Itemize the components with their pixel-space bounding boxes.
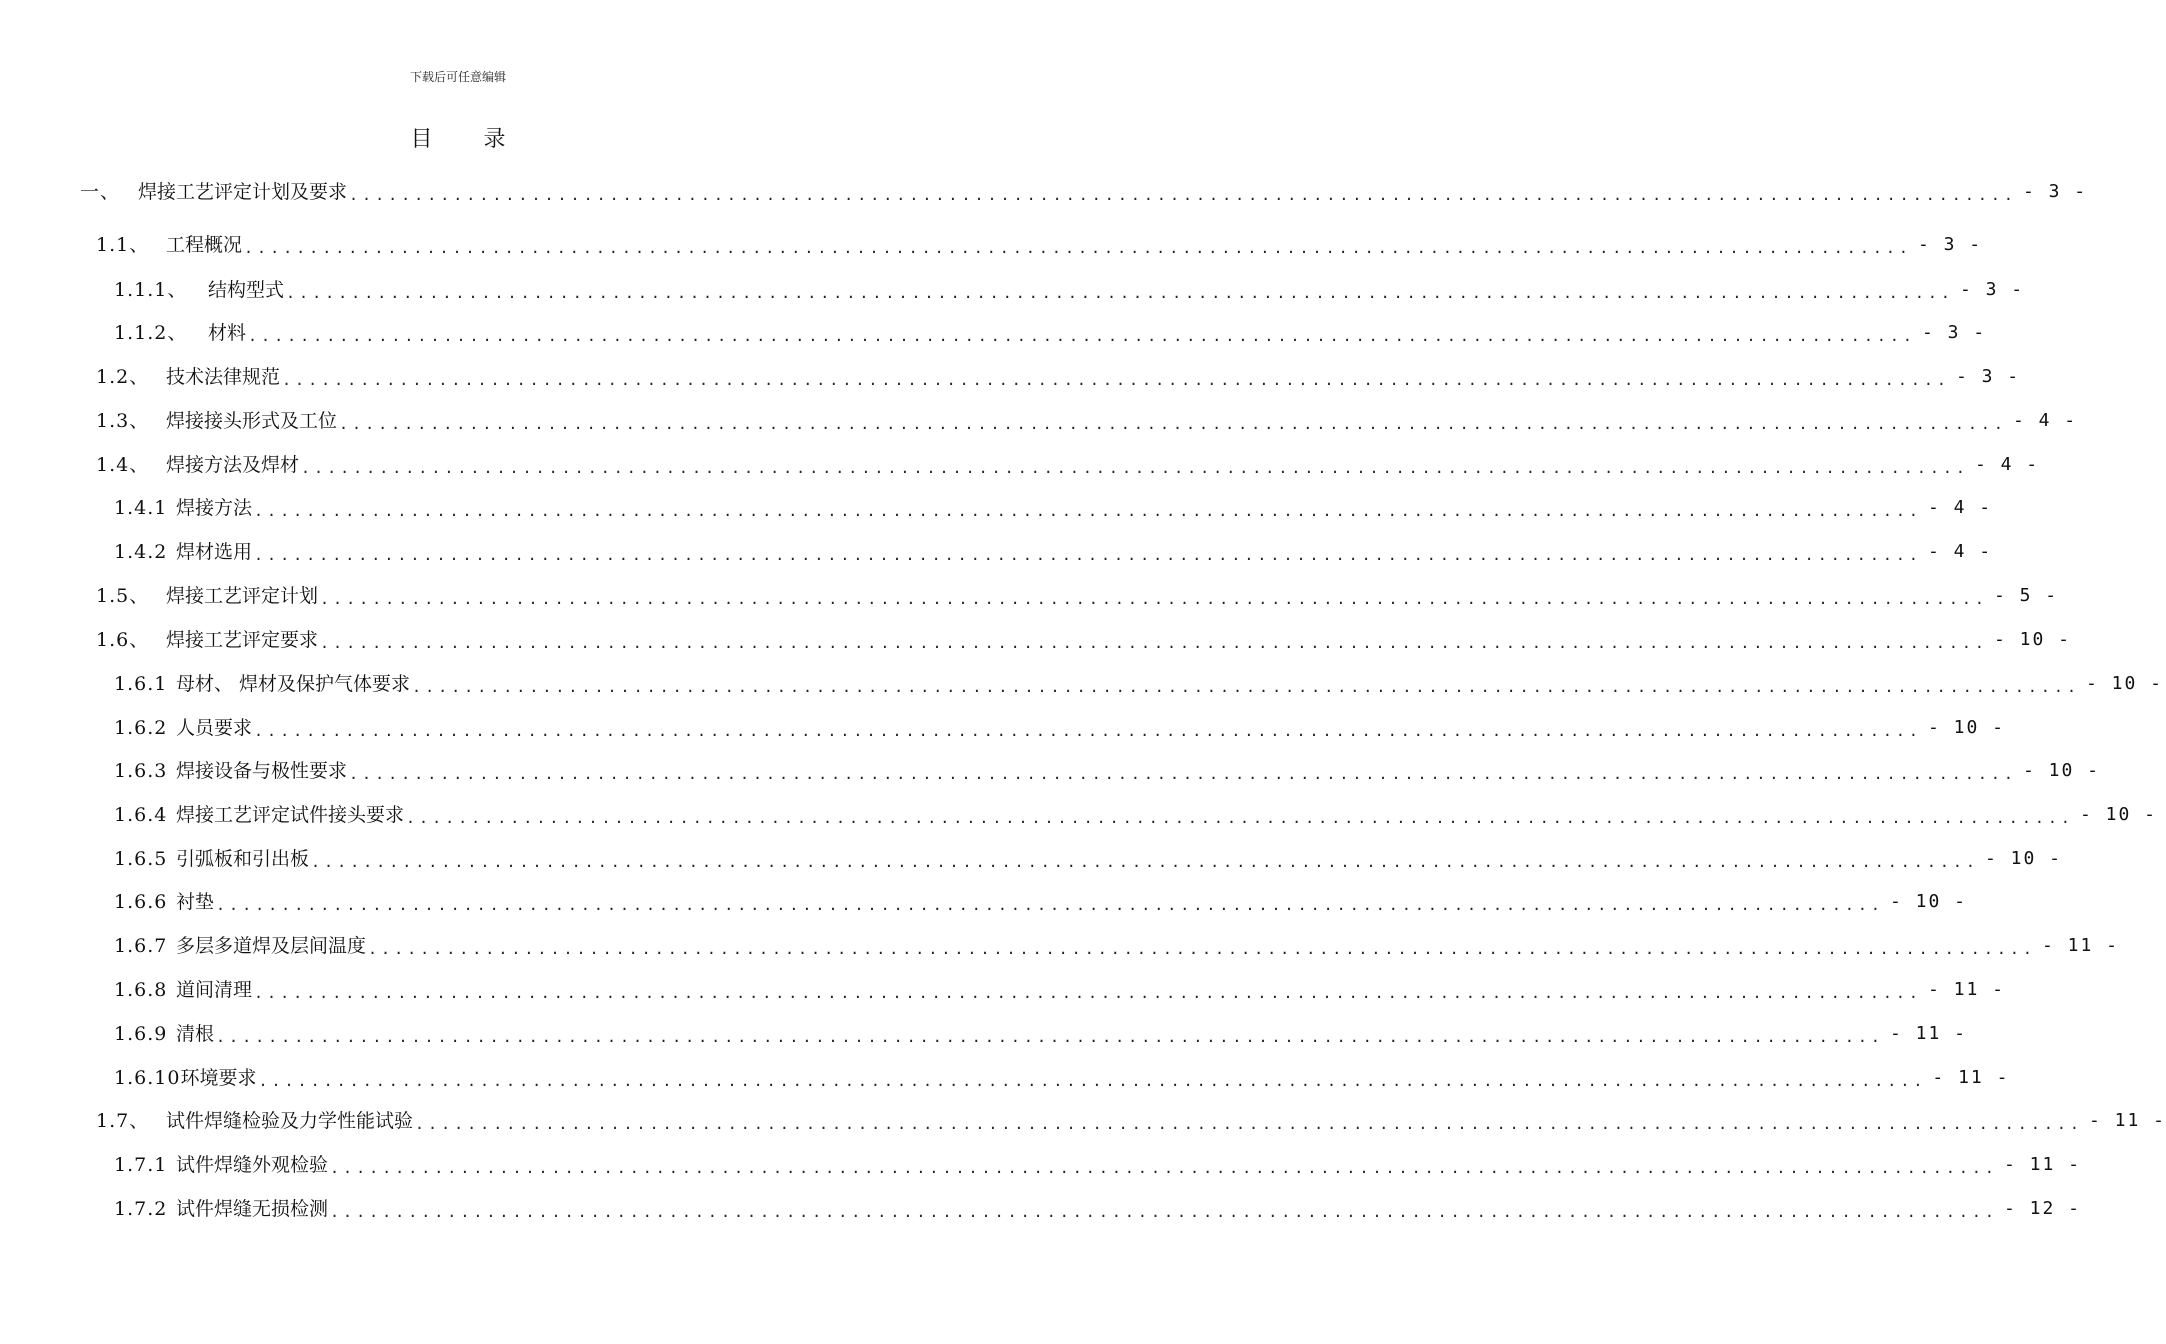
toc-entry-page: - 10 - [2022,760,2100,781]
toc-dot-leader: ................................................................................................................................ [406,809,2074,827]
toc-entry[interactable] [80,177,2088,207]
toc-entry-label: 清根 [176,1023,215,1045]
header-note: 下载后可任意编辑 [409,70,506,84]
toc-entry[interactable] [114,1063,2010,1093]
toc-entry-number: 一、 [80,181,121,203]
toc-entry-number: 1.4.1 [114,497,168,519]
toc-entry-page: - 11 - [2003,1154,2081,1175]
toc-entry-number: 1.6.10 [114,1067,181,1089]
toc-entry-label: 材料 [208,322,247,344]
toc-entry[interactable] [114,669,2164,699]
toc-entry-number: 1.6、 [96,629,150,651]
toc-entry[interactable] [114,887,1967,917]
toc-entry-label: 焊接工艺评定要求 [166,629,319,651]
toc-entry-label: 焊接工艺评定计划及要求 [138,181,348,203]
toc-entry[interactable] [114,493,1993,523]
toc-dot-leader: ................................................................................................................................ [282,371,1950,389]
toc-entry-number: 1.6.5 [114,848,168,870]
toc-dot-leader: ................................................................................................................................ [254,502,1922,520]
toc-entry-page: - 10 - [1993,629,2071,650]
toc-entry-label: 衬垫 [176,891,215,913]
toc-dot-leader: ................................................................................................................................ [248,327,1916,345]
toc-dot-leader: ................................................................................................................................ [311,853,1979,871]
toc-dot-leader: ................................................................................................................................ [216,1028,1884,1046]
toc-entry-label: 焊接方法 [176,497,253,519]
toc-entry-label: 工程概况 [166,234,243,256]
toc-dot-leader: ................................................................................................................................ [286,284,1954,302]
toc-entry-label: 结构型式 [208,279,285,301]
toc-entry-number: 1.6.1 [114,673,168,695]
toc-entry[interactable] [114,1150,2081,1180]
toc-dot-leader: ................................................................................................................................ [254,722,1922,740]
toc-entry-number: 1.7.1 [114,1154,168,1176]
toc-entry-label: 引弧板和引出板 [176,848,310,870]
toc-entry-label: 焊接设备与极性要求 [176,760,348,782]
toc-entry-label: 多层多道焊及层间温度 [176,935,367,957]
toc-dot-leader: ................................................................................................................................ [349,186,2017,204]
toc-entry-page: - 3 - [1921,322,1987,343]
toc-dot-leader: ................................................................................................................................ [412,678,2080,696]
toc-entry[interactable] [114,275,2025,305]
toc-entry[interactable] [114,537,1993,567]
toc-entry-number: 1.6.2 [114,717,168,739]
toc-entry-number: 1.1、 [96,234,150,256]
toc-entry-label: 人员要求 [176,717,253,739]
toc-title: 目 录 [410,127,528,152]
toc-entry[interactable] [96,450,2040,480]
toc-entry-number: 1.6.7 [114,935,168,957]
toc-entry-label: 环境要求 [180,1067,257,1089]
toc-dot-leader: ................................................................................................................................ [349,765,2017,783]
toc-entry[interactable] [96,406,2078,436]
toc-entry-page: - 4 - [2012,410,2078,431]
toc-dot-leader: ................................................................................................................................ [339,415,2007,433]
toc-entry[interactable] [114,713,2005,743]
toc-entry-label: 焊接工艺评定计划 [166,585,319,607]
toc-dot-leader: ................................................................................................................................ [254,984,1922,1002]
toc-entry-page: - 3 - [1955,366,2021,387]
toc-entry-number: 1.5、 [96,585,150,607]
toc-entry-label: 焊接工艺评定试件接头要求 [176,804,405,826]
toc-entry-number: 1.6.9 [114,1023,168,1045]
toc-dot-leader: ................................................................................................................................ [368,940,2036,958]
toc-entry[interactable] [114,756,2100,786]
toc-entry-page: - 3 - [2022,181,2088,202]
toc-entry-number: 1.4.2 [114,541,168,563]
toc-entry-number: 1.6.4 [114,804,168,826]
toc-entry[interactable] [114,318,1987,348]
toc-entry-number: 1.6.3 [114,760,168,782]
toc-entry[interactable] [96,581,2059,611]
toc-dot-leader: ................................................................................................................................ [320,634,1988,652]
toc-entry[interactable] [114,1019,1967,1049]
toc-entry-number: 1.1.2、 [114,322,188,344]
toc-dot-leader: ................................................................................................................................ [216,896,1884,914]
toc-entry-number: 1.6.6 [114,891,168,913]
toc-dot-leader: ................................................................................................................................ [320,590,1988,608]
toc-entry[interactable] [114,975,2005,1005]
toc-entry-number: 1.7、 [96,1110,150,1132]
toc-entry-label: 试件焊缝检验及力学性能试验 [166,1110,414,1132]
toc-entry-number: 1.2、 [96,366,150,388]
toc-entry-page: - 10 - [1927,717,2005,738]
toc-dot-leader: ................................................................................................................................ [254,546,1922,564]
toc-entry-page: - 4 - [1927,541,1993,562]
toc-entry-label: 试件焊缝无损检测 [176,1198,329,1220]
toc-entry-label: 母材、 焊材及保护气体要求 [176,673,411,695]
toc-entry[interactable] [114,800,2157,830]
toc-dot-leader: ................................................................................................................................ [415,1115,2083,1133]
toc-entry-label: 焊接方法及焊材 [166,454,300,476]
toc-entry-number: 1.4、 [96,454,150,476]
toc-dot-leader: ................................................................................................................................ [258,1072,1927,1090]
toc-entry[interactable] [96,1106,2166,1136]
toc-dot-leader: ................................................................................................................................ [330,1203,1998,1221]
toc-entry-page: - 3 - [1959,279,2025,300]
toc-entry-page: - 10 - [2079,804,2157,825]
toc-entry-number: 1.1.1、 [114,279,188,301]
toc-entry-page: - 11 - [1932,1067,2010,1088]
toc-entry-label: 焊材选用 [176,541,253,563]
toc-entry[interactable] [96,625,2071,655]
toc-entry-page: - 10 - [1984,848,2062,869]
toc-entry-label: 焊接接头形式及工位 [166,410,338,432]
toc-entry-label: 道间清理 [176,979,253,1001]
toc-dot-leader: ................................................................................................................................ [244,239,1912,257]
toc-entry-label: 技术法律规范 [166,366,281,388]
toc-entry[interactable] [96,230,1983,260]
toc-entry-page: - 11 - [2088,1110,2166,1131]
toc-entry-number: 1.3、 [96,410,150,432]
toc-entry[interactable] [114,1194,2081,1224]
toc-entry-page: - 3 - [1917,234,1983,255]
toc-entry[interactable] [114,844,2062,874]
toc-entry-page: - 12 - [2003,1198,2081,1219]
toc-dot-leader: ................................................................................................................................ [330,1159,1998,1177]
toc-entry-page: - 11 - [1927,979,2005,1000]
toc-dot-leader: ................................................................................................................................ [301,459,1969,477]
toc-entry-page: - 5 - [1993,585,2059,606]
toc-entry-label: 试件焊缝外观检验 [176,1154,329,1176]
toc-entry-page: - 10 - [1889,891,1967,912]
toc-entry-page: - 11 - [2041,935,2119,956]
toc-entry-page: - 10 - [2085,673,2164,694]
toc-entry-page: - 11 - [1889,1023,1967,1044]
toc-entry[interactable] [114,931,2119,961]
toc-entry-page: - 4 - [1927,497,1993,518]
toc-entry-number: 1.6.8 [114,979,168,1001]
toc-entry[interactable] [96,362,2021,392]
toc-entry-number: 1.7.2 [114,1198,168,1220]
toc-entry-page: - 4 - [1974,454,2040,475]
